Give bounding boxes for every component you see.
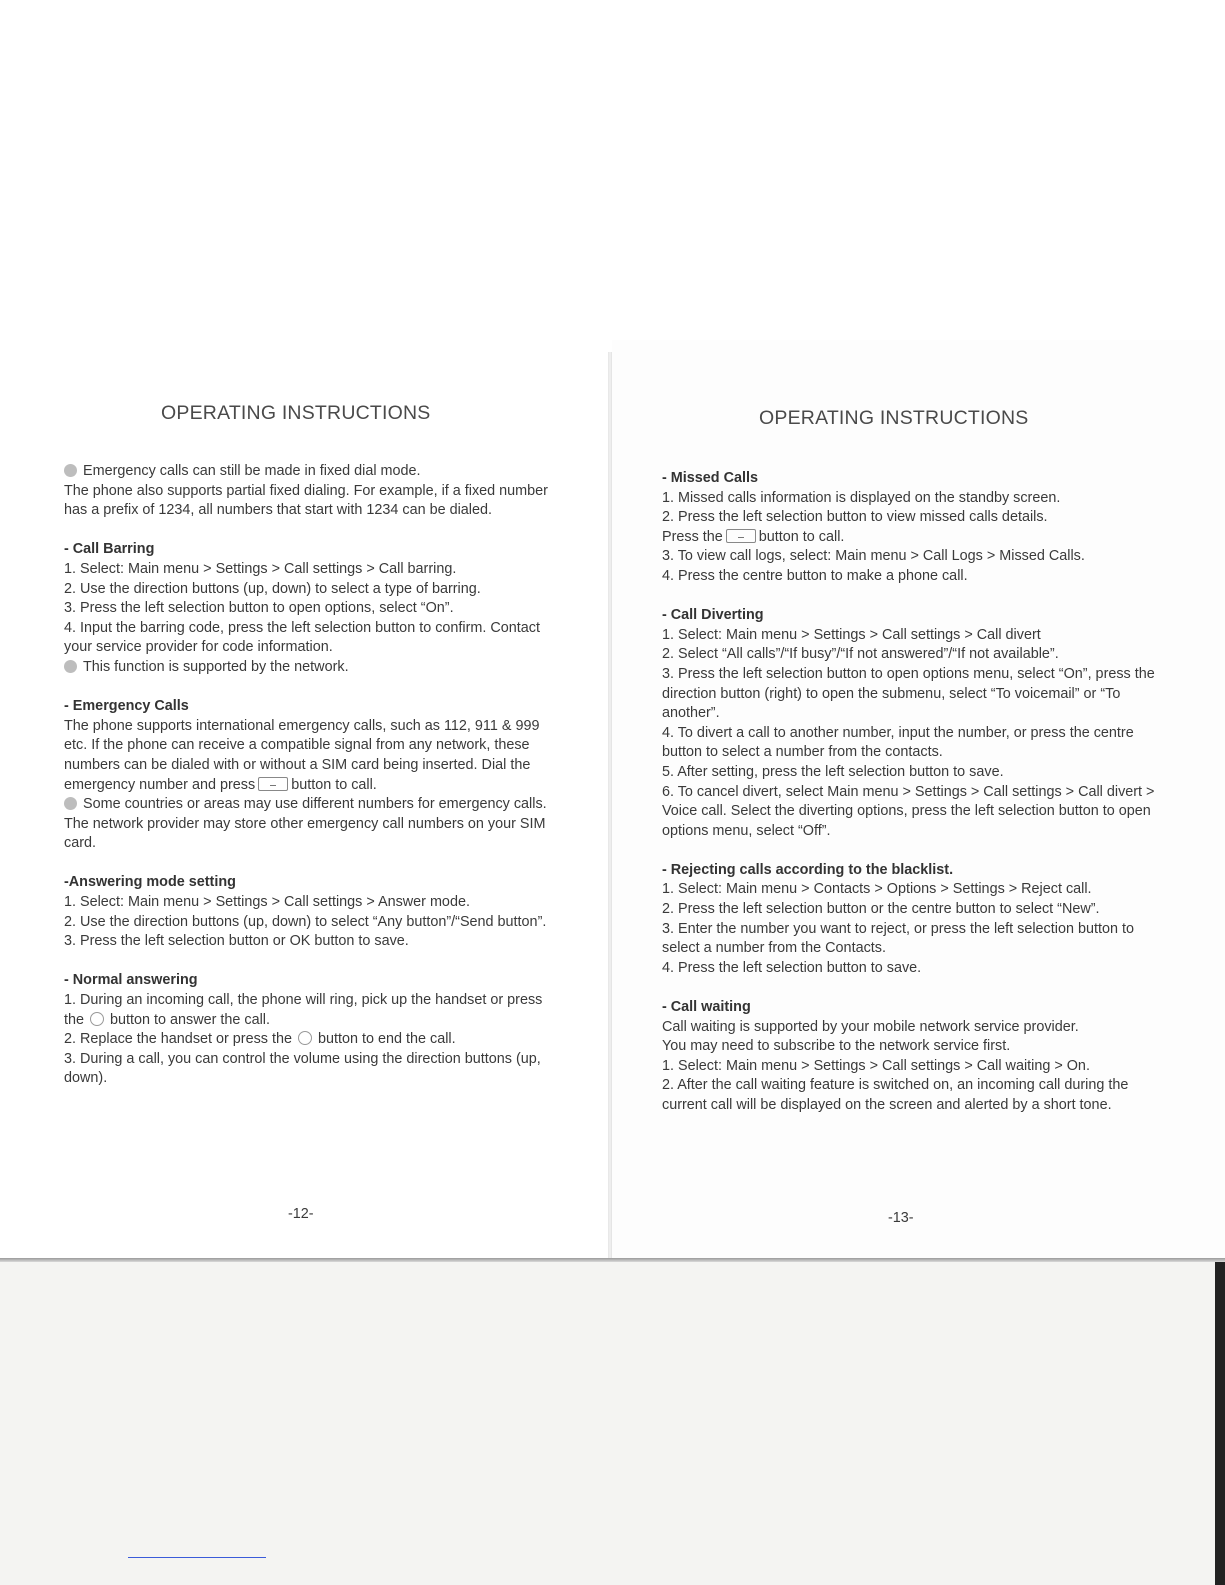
section-heading-call-barring: - Call Barring <box>64 541 155 558</box>
page-left <box>0 340 608 1258</box>
list-item: 2. Press the left selection button or the centre button to select “New”. <box>662 901 1100 918</box>
page-number: -12- <box>288 1206 314 1222</box>
intro-text: The phone also supports partial fixed dialing. For example, if a fixed number has a prefix of 1234, all numbers that start with 1234 can be dialed. <box>64 482 548 519</box>
paragraph: The phone supports international emergency calls, such as 112, 911 & 999 etc. If the phone can receive a compatible signal from any network, these numbers can be dialed with or without a SIM card being inserted. Dial the emergency number and press button to call. <box>64 717 540 793</box>
page-right <box>612 340 1225 1258</box>
list-item: 6. To cancel divert, select Main menu > Settings > Call settings > Call divert > Voice call. Select the diverting options, press the left selection button to open options menu, select “Off”. <box>662 783 1155 839</box>
list-item: 2. Use the direction buttons (up, down) to select “Any button”/“Send button”. <box>64 913 547 930</box>
section-heading-call-waiting: - Call waiting <box>662 999 751 1016</box>
section-heading-rejecting-calls: - Rejecting calls according to the blacklist. <box>662 861 954 878</box>
list-item: 2. After the call waiting feature is switched on, an incoming call during the current call will be displayed on the screen and alerted by a short tone. <box>662 1077 1129 1113</box>
list-item: 1. Missed calls information is displayed on the standby screen. <box>662 489 1061 506</box>
list-item: Press the button to call. <box>662 528 845 545</box>
list-item: 4. Press the left selection button to save. <box>662 959 922 976</box>
list-item: 3. To view call logs, select: Main menu > Call Logs > Missed Calls. <box>662 548 1085 565</box>
list-item: 2. Select “All calls”/“If busy”/“If not answered”/“If not available”. <box>662 646 1059 663</box>
page-content <box>64 462 554 1089</box>
section-heading-call-diverting: - Call Diverting <box>662 607 764 624</box>
section-heading-answering-mode: -Answering mode setting <box>64 874 236 891</box>
paragraph: Call waiting is supported by your mobile network service provider. <box>662 1018 1079 1035</box>
page-title: OPERATING INSTRUCTIONS <box>161 402 431 424</box>
call-key-icon <box>726 529 756 543</box>
page-number: -13- <box>888 1210 914 1226</box>
list-item: 5. After setting, press the left selection button to save. <box>662 763 1004 780</box>
intro-line: Emergency calls can still be made in fixed dial mode. <box>64 462 554 482</box>
list-item: 3. Press the left selection button or OK button to save. <box>64 933 409 950</box>
info-note-icon <box>64 797 77 810</box>
round-key-icon <box>90 1012 104 1026</box>
list-item: 1. Select: Main menu > Settings > Call settings > Call divert <box>662 626 1041 643</box>
list-item: 4. To divert a call to another number, input the number, or press the centre button to select a number from the contacts. <box>662 724 1134 761</box>
scan-background <box>0 1262 1225 1585</box>
scan-artifact-line <box>128 1557 266 1558</box>
list-item: 2. Press the left selection button to view missed calls details. <box>662 509 1048 526</box>
page-content <box>662 469 1162 1116</box>
round-key-icon <box>298 1031 312 1045</box>
list-item: 4. Input the barring code, press the left selection button to confirm. Contact your service provider for code information. <box>64 619 540 656</box>
list-item: 3. Enter the number you want to reject, or press the left selection button to select a number from the Contacts. <box>662 920 1134 957</box>
paragraph: You may need to subscribe to the network service first. <box>662 1038 1011 1055</box>
info-note-icon <box>64 660 77 673</box>
list-item: 4. Press the centre button to make a phone call. <box>662 567 968 584</box>
note-line: Some countries or areas may use different numbers for emergency calls. The network provider may store other emergency call numbers on your SIM card. <box>64 796 547 852</box>
section-heading-normal-answering: - Normal answering <box>64 972 198 989</box>
list-item: 2. Replace the handset or press the button to end the call. <box>64 1031 456 1048</box>
info-note-icon <box>64 464 77 477</box>
page-title: OPERATING INSTRUCTIONS <box>759 407 1029 429</box>
list-item: 1. Select: Main menu > Contacts > Options > Settings > Reject call. <box>662 881 1092 898</box>
list-item: 1. Select: Main menu > Settings > Call settings > Answer mode. <box>64 894 470 911</box>
list-item: 1. Select: Main menu > Settings > Call settings > Call waiting > On. <box>662 1057 1090 1074</box>
section-heading-missed-calls: - Missed Calls <box>662 470 758 486</box>
list-item: 1. During an incoming call, the phone will ring, pick up the handset or press the button to answer the call. <box>64 992 543 1028</box>
list-item: 2. Use the direction buttons (up, down) to select a type of barring. <box>64 580 481 597</box>
list-item: 1. Select: Main menu > Settings > Call settings > Call barring. <box>64 560 457 577</box>
list-item: 3. During a call, you can control the volume using the direction buttons (up, down). <box>64 1050 541 1087</box>
scan-border <box>1215 1262 1225 1585</box>
call-key-icon <box>258 777 288 791</box>
section-heading-emergency-calls: - Emergency Calls <box>64 698 189 715</box>
note-line: This function is supported by the network. <box>64 658 554 678</box>
list-item: 3. Press the left selection button to open options menu, select “On”, press the direction button (right) to open the submenu, select “To voicemail” or “To another”. <box>662 665 1155 722</box>
list-item: 3. Press the left selection button to open options, select “On”. <box>64 600 454 617</box>
